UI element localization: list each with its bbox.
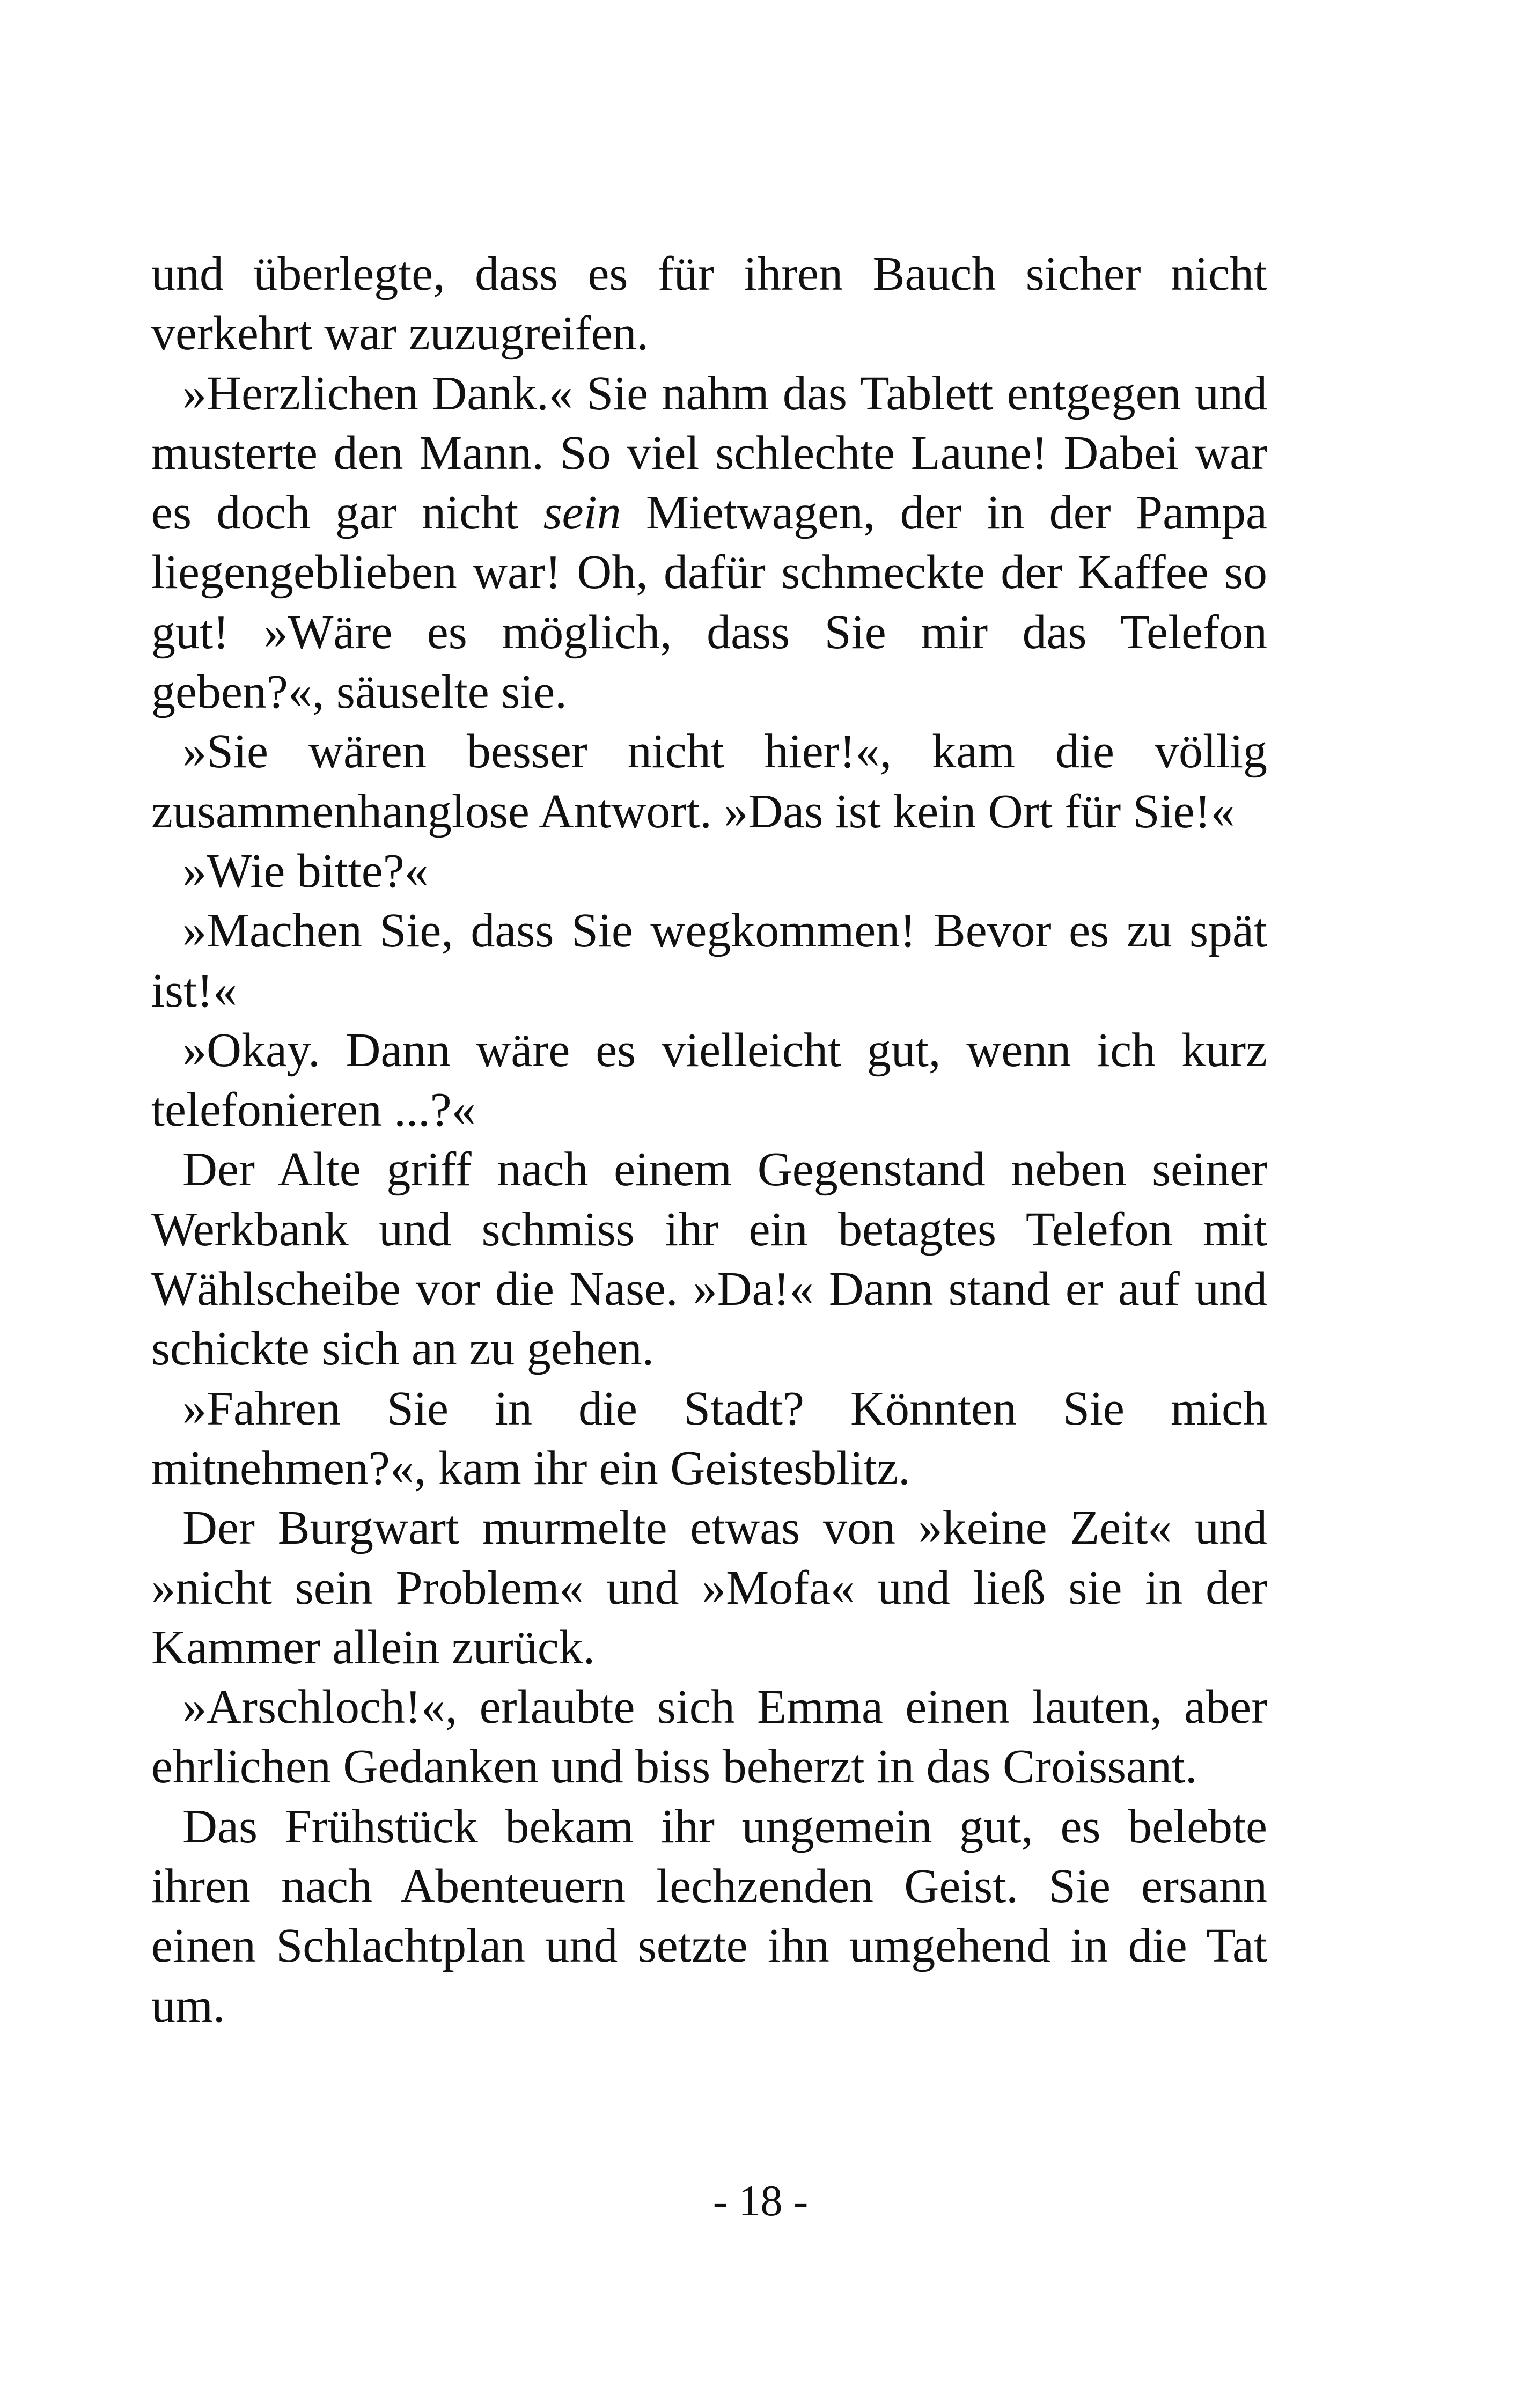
body-text [151,244,1267,2036]
paragraph: »Machen Sie, dass Sie wegkommen! Bevor es zu spät ist!« [151,904,1267,1017]
paragraph: Der Burgwart murmelte etwas von »keine Zeit« und »nicht sein Problem« und »Mofa« und ließ sie in der Kammer allein zurück. [151,1501,1267,1674]
paragraph: »Herzlichen Dank.« Sie nahm das Tablett entgegen und musterte den Mann. So viel schlechte Laune! Dabei war es doch gar nicht sein Mietwagen, der in der Pampa liegengeblieben war! Oh, dafür schmeckte der Kaffee so gut! »Wäre es möglich, dass Sie mir das Telefon geben?«, säuselte sie. [151,366,1267,719]
paragraph: »Sie wären besser nicht hier!«, kam die völlig zusammenhanglose Antwort. »Das ist kein Ort für Sie!« [151,725,1267,838]
paragraph: »Arschloch!«, erlaubte sich Emma einen lauten, aber ehrlichen Gedanken und biss beherzt in das Croissant. [151,1680,1267,1794]
paragraph: »Okay. Dann wäre es vielleicht gut, wenn ich kurz telefonieren ...?« [151,1023,1267,1137]
emphasis: sein [543,486,621,540]
paragraph: Der Alte griff nach einem Gegenstand neben seiner Werkbank und schmiss ihr ein betagtes Telefon mit Wählscheibe vor die Nase. »Da!« Dann stand er auf und schickte sich an zu gehen. [151,1143,1267,1376]
paragraph: und überlegte, dass es für ihren Bauch sicher nicht verkehrt war zuzugreifen. [151,247,1267,361]
paragraph: »Wie bitte?« [182,844,429,898]
paragraph: Das Frühstück bekam ihr ungemein gut, es belebte ihren nach Abenteuern lechzenden Geist. Sie ersann einen Schlachtplan und setzte ihn umgehend in die Tat um. [151,1800,1267,2032]
page-number: - 18 - [712,2176,809,2225]
paragraph: »Fahren Sie in die Stadt? Könnten Sie mich mitnehmen?«, kam ihr ein Geistesblitz. [151,1382,1267,1495]
